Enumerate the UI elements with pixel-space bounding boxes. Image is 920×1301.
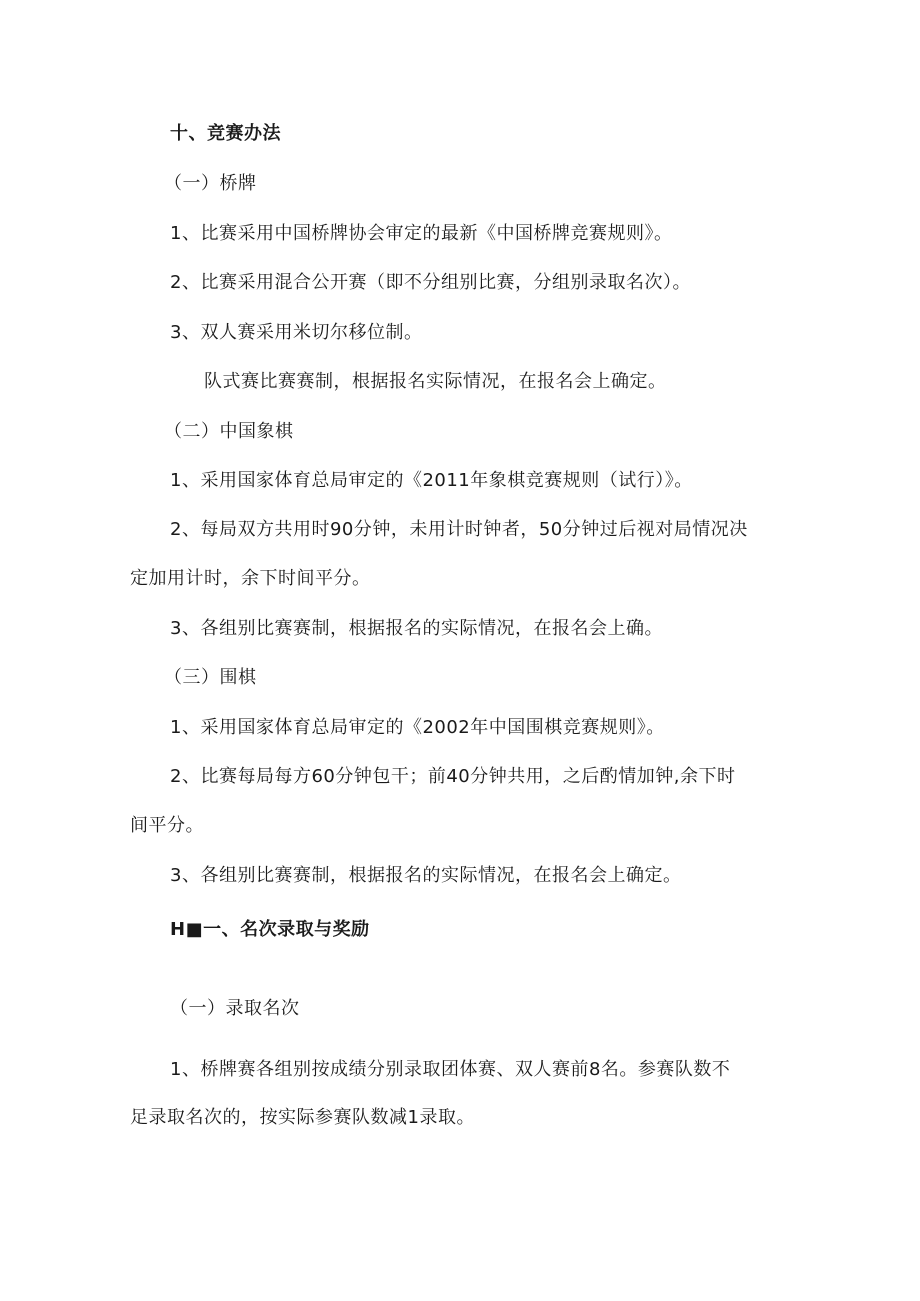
paragraph: 队式赛比赛赛制，根据报名实际情况，在报名会上确定。 <box>204 371 667 392</box>
paragraph: 2、每局双方共用时90分钟，未用计时钟者，50分钟过后视对局情况决 <box>170 519 748 540</box>
paragraph: 2、比赛每局每方60分钟包干；前40分钟共用，之后酌情加钟,余下时 <box>170 766 736 787</box>
section-heading-competition-method: 十、竞赛办法 <box>170 123 281 144</box>
paragraph: 3、各组别比赛赛制，根据报名的实际情况，在报名会上确定。 <box>170 865 682 886</box>
paragraph: 3、双人赛采用米切尔移位制。 <box>170 322 423 343</box>
paragraph-continuation: 定加用计时，余下时间平分。 <box>130 568 371 589</box>
paragraph: 1、比赛采用中国桥牌协会审定的最新《中国桥牌竞赛规则》。 <box>170 223 673 244</box>
paragraph: 1、采用国家体育总局审定的《2011年象棋竞赛规则（试行）》。 <box>170 470 693 491</box>
paragraph: 1、采用国家体育总局审定的《2002年中国围棋竞赛规则》。 <box>170 717 665 738</box>
section-heading-rankings-awards: H■一、名次录取与奖励 <box>170 919 370 940</box>
paragraph: 3、各组别比赛赛制，根据报名的实际情况，在报名会上确。 <box>170 618 663 639</box>
paragraph-continuation: 足录取名次的，按实际参赛队数减1录取。 <box>130 1107 475 1128</box>
paragraph-continuation: 间平分。 <box>130 815 204 836</box>
paragraph: 2、比赛采用混合公开赛（即不分组别比赛，分组别录取名次）。 <box>170 272 691 293</box>
paragraph: 1、桥牌赛各组别按成绩分别录取团体赛、双人赛前8名。参赛队数不 <box>170 1059 731 1080</box>
subsection-heading-rankings: （一）录取名次 <box>170 998 300 1019</box>
subsection-heading-chinese-chess: （二）中国象棋 <box>164 421 294 442</box>
subsection-heading-go: （三）围棋 <box>164 667 257 688</box>
subsection-heading-bridge: （一）桥牌 <box>164 173 257 194</box>
